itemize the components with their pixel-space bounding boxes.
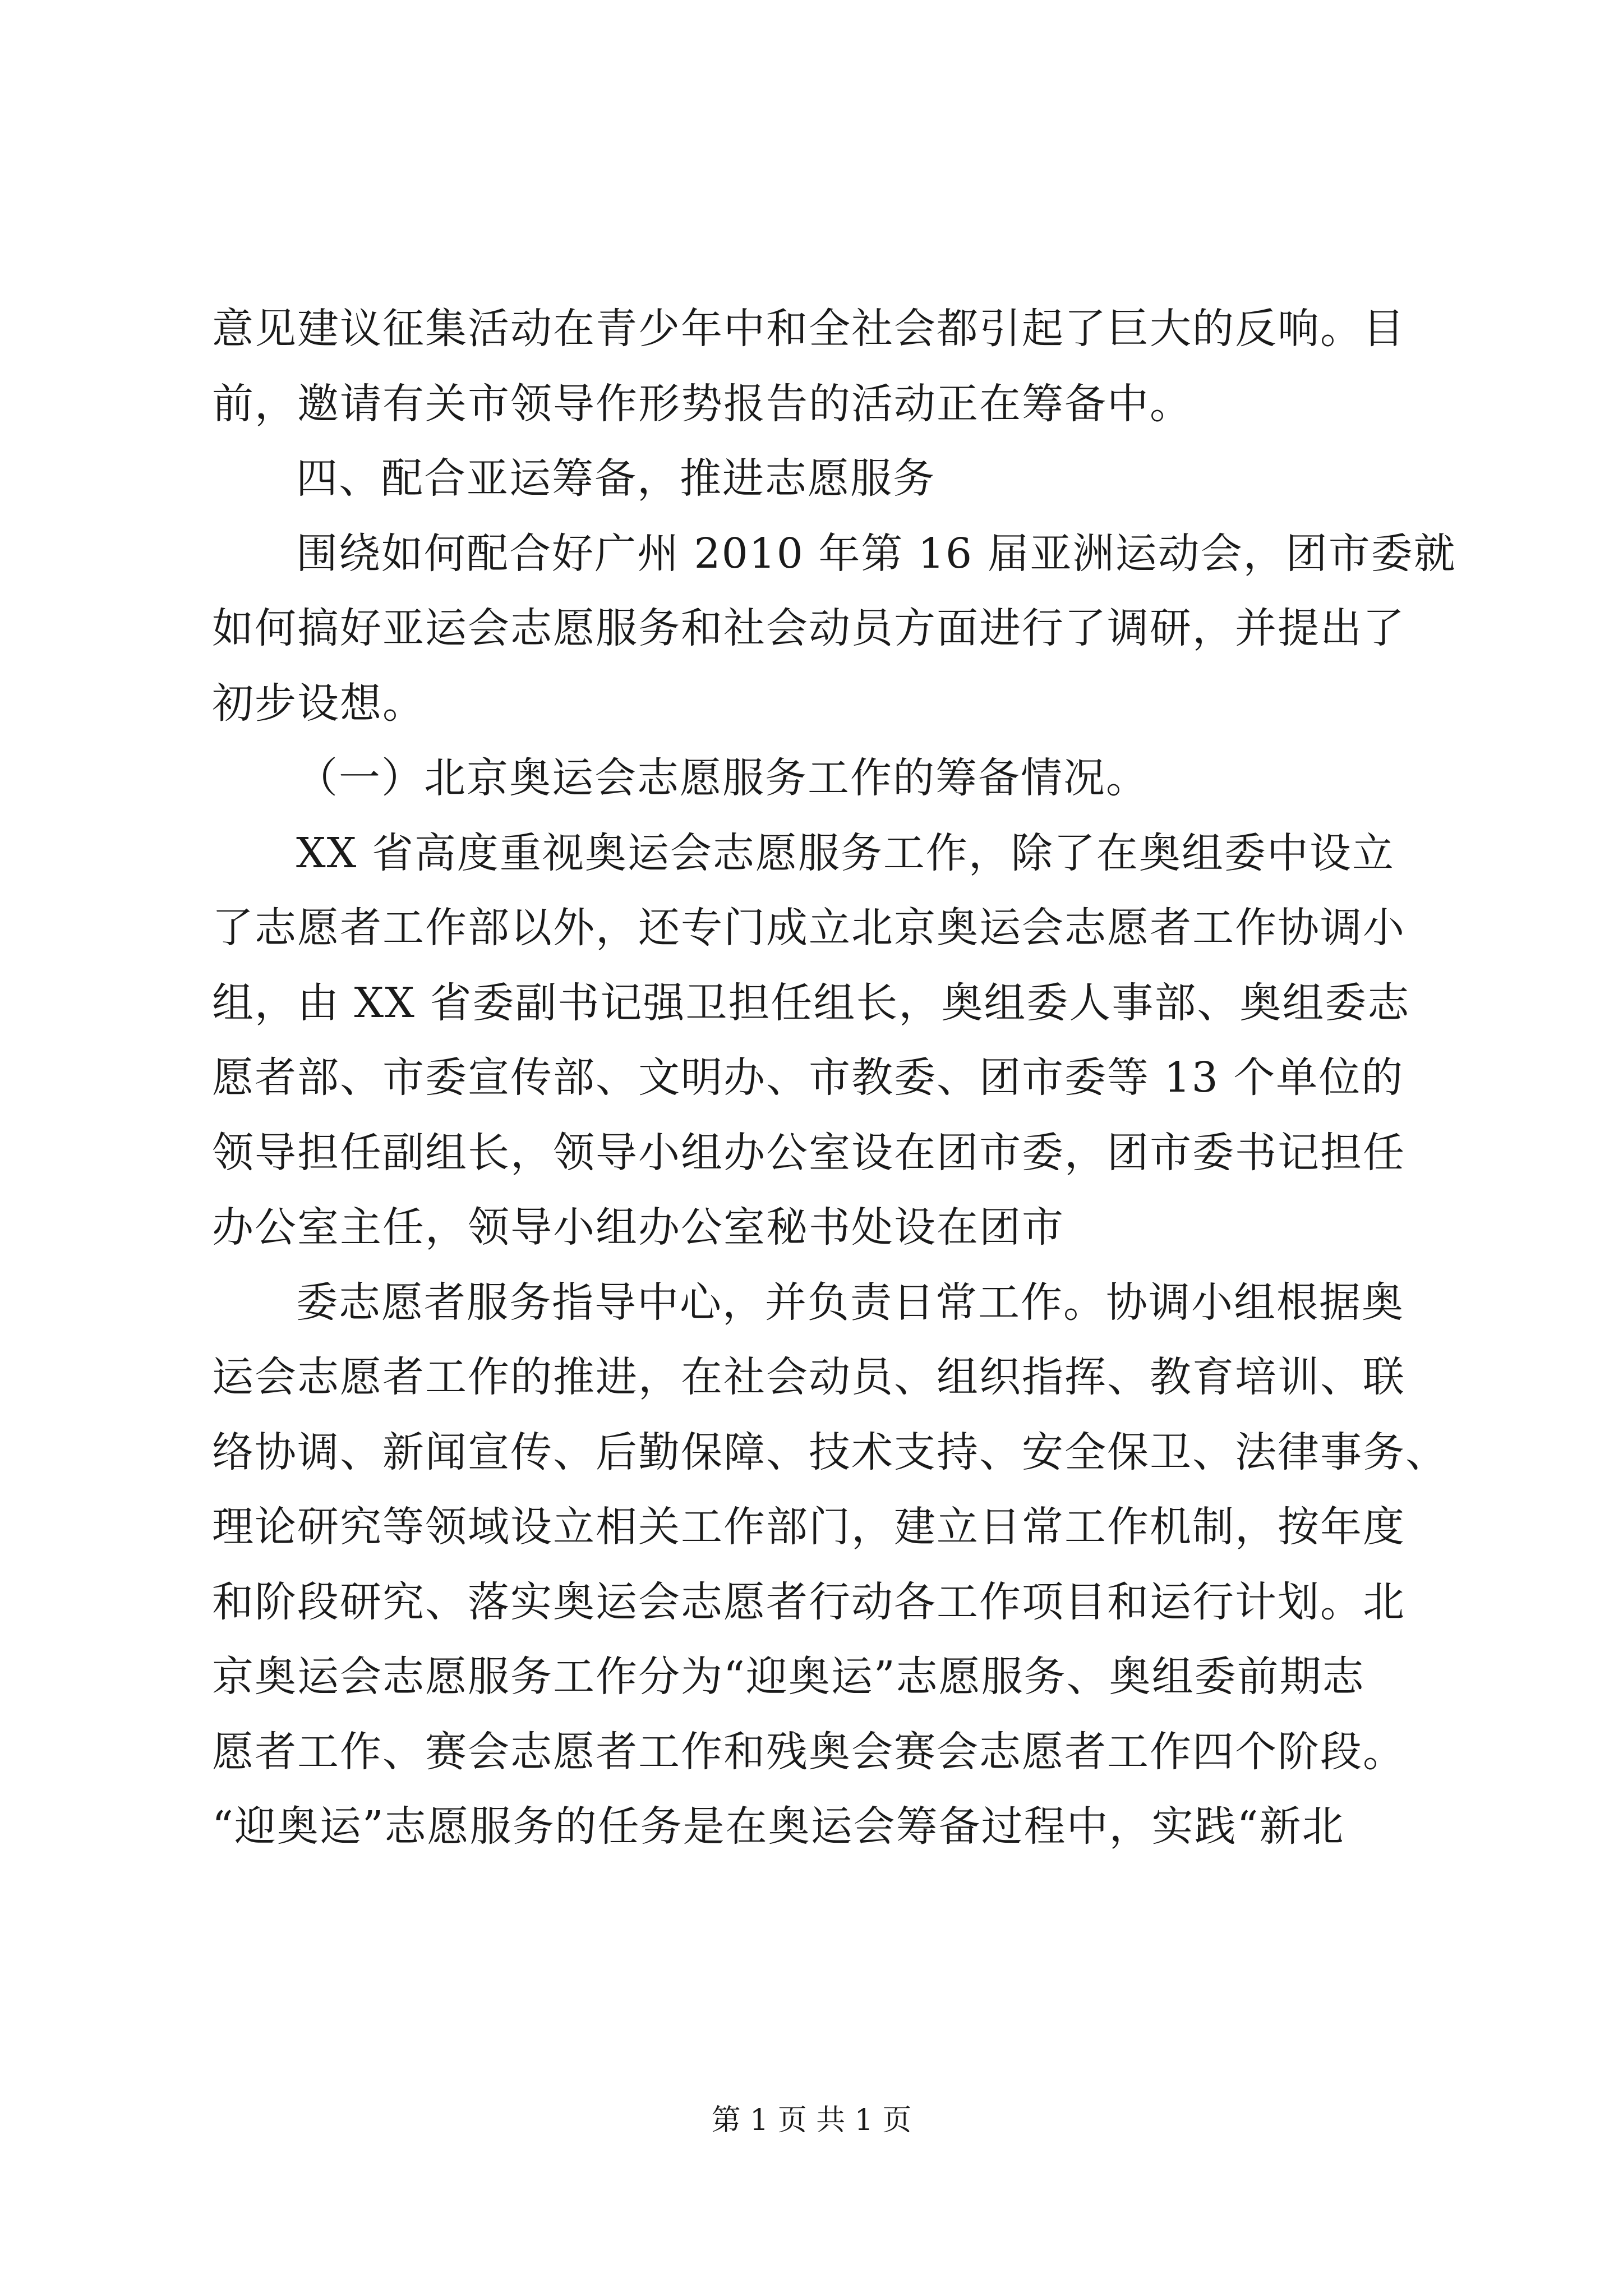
text-line: 了志愿者工作部以外，还专门成立北京奥运会志愿者工作协调小 [212,904,1405,952]
text-line: 围绕如何配合好广州 2010 年第 16 届亚洲运动会，团市委就 [296,529,1456,578]
text-line: 愿者工作、赛会志愿者工作和残奥会赛会志愿者工作四个阶段。 [212,1727,1405,1776]
text-line: 办公室主任，领导小组办公室秘书处设在团市 [212,1203,1064,1251]
text-line: 领导担任副组长，领导小组办公室设在团市委，团市委书记担任 [212,1128,1405,1177]
text-line: 和阶段研究、落实奥运会志愿者行动各工作项目和运行计划。北 [212,1577,1405,1626]
text-line: XX 省高度重视奥运会志愿服务工作，除了在奥组委中设立 [296,829,1395,877]
text-line: 意见建议征集活动在青少年中和全社会都引起了巨大的反响。目 [212,305,1405,353]
text-line: 委志愿者服务指导中心，并负责日常工作。协调小组根据奥 [296,1278,1404,1327]
text-line: 组，由 XX 省委副书记强卫担任组长，奥组委人事部、奥组委志 [212,978,1410,1027]
page-number-footer: 第 1 页 共 1 页 [711,2104,912,2137]
text-line: 愿者部、市委宣传部、文明办、市教委、团市委等 13 个单位的 [212,1053,1404,1102]
section-heading: 四、配合亚运筹备，推进志愿服务 [296,454,935,503]
body-text [212,292,1456,1865]
text-line: 如何搞好亚运会志愿服务和社会动员方面进行了调研，并提出了 [212,604,1405,652]
text-line: 前，邀请有关市领导作形势报告的活动正在筹备中。 [212,379,1192,428]
text-line: 京奥运会志愿服务工作分为“迎奥运”志愿服务、奥组委前期志 [212,1653,1365,1701]
text-line: “迎奥运”志愿服务的任务是在奥运会筹备过程中，实践“新北 [212,1802,1345,1851]
subsection-heading: （一）北京奥运会志愿服务工作的筹备情况。 [296,754,1149,802]
text-line: 络协调、新闻宣传、后勤保障、技术支持、安全保卫、法律事务、 [212,1428,1448,1476]
text-line: 运会志愿者工作的推进，在社会动员、组织指挥、教育培训、联 [212,1353,1405,1401]
text-line: 初步设想。 [212,679,425,728]
text-line: 理论研究等领域设立相关工作部门，建立日常工作机制，按年度 [212,1503,1405,1551]
